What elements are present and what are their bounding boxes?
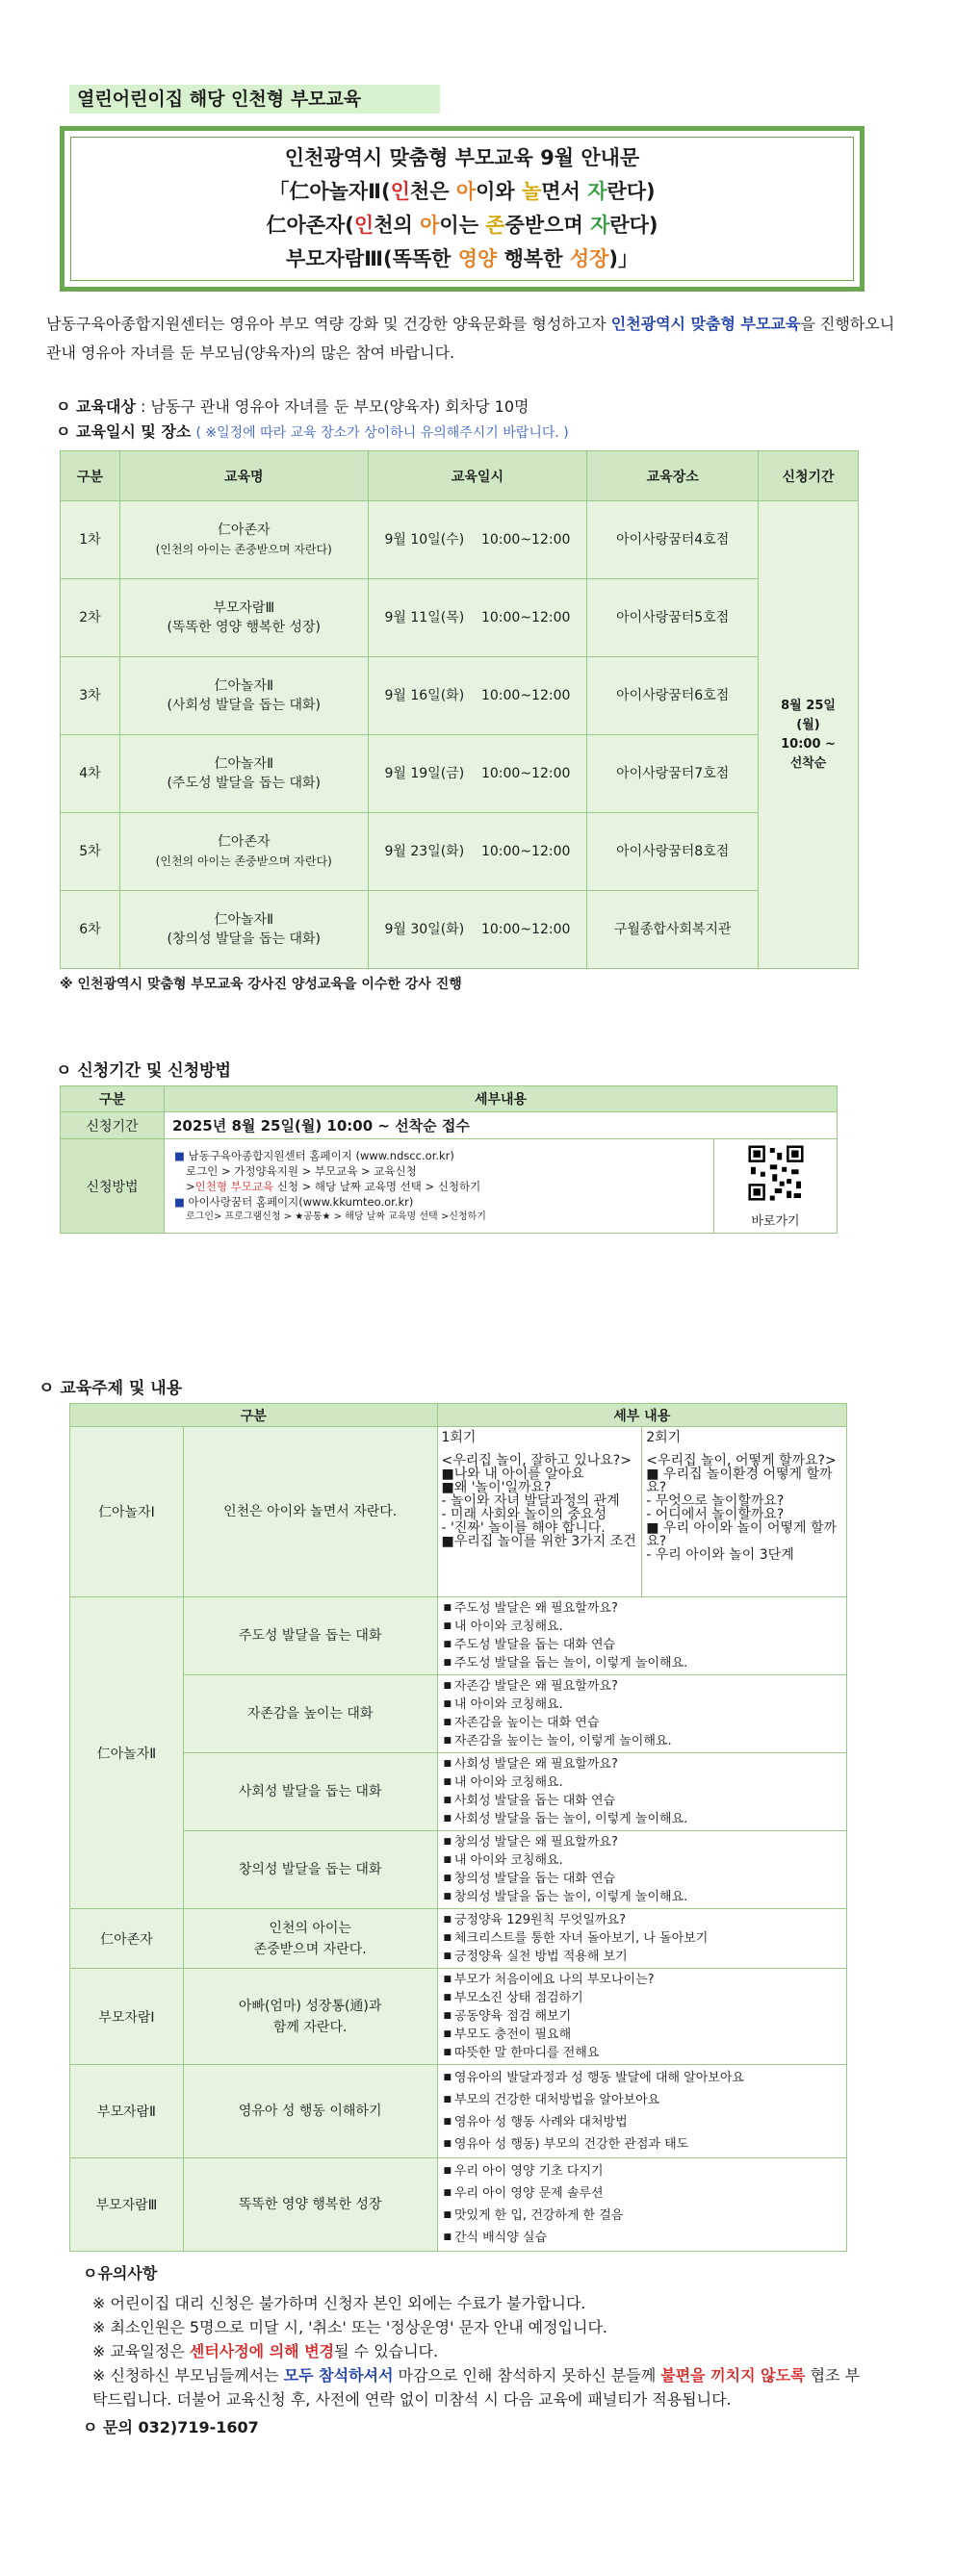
contents-section-title: ㅇ 교육주제 및 내용	[39, 1379, 183, 1398]
title-line-4: 부모자람Ⅲ(똑똑한 영양 행복한 성장)」	[285, 247, 638, 270]
table-row: 4차 仁아놀자Ⅱ (주도성 발달을 돕는 대화) 9월 19일(금) 10:00~12:00 아이사랑꿈터7호점	[61, 735, 859, 813]
method-label: 신청방법	[61, 1139, 165, 1234]
contact-line: ㅇ 문의 032)719-1607	[83, 2418, 259, 2436]
datetime-line: ㅇ 교육일시 및 장소 ( ※일정에 따라 교육 장소가 상이하니 유의해주시기 바랍니다. )	[56, 422, 569, 441]
apply-table	[60, 1085, 838, 1234]
schedule-footnote: ※ 인천광역시 맞춤형 부모교육 강사진 양성교육을 이수한 강사 진행	[60, 977, 462, 992]
qr-cell[interactable]	[714, 1139, 838, 1234]
table-row: 부모자람Ⅰ 아빠(엄마) 성장통(通)과 함께 자란다. ■ 부모가 처음이에요 나의 부모나이는? ■ 부모소진 상태 점검하기 ■ 공동양육 점검 해보기 ■ 부모도 충전이 필요해 ■ 따뜻한 말 한마디를 전해요	[70, 1969, 847, 2065]
table-row: 2차 부모자람Ⅲ (똑똑한 영양 행복한 성장) 9월 11일(목) 10:00~12:00 아이사랑꿈터5호점	[61, 579, 859, 657]
contents-table	[69, 1403, 847, 2252]
notice-line: ※ 교육일정은 센터사정에 의해 변경될 수 있습니다.	[92, 2342, 439, 2360]
notice-line: ※ 어린이집 대리 신청은 불가하며 신청자 본인 외에는 수료가 불가합니다.	[92, 2294, 586, 2312]
col-header: 구분	[70, 1404, 438, 1427]
apply-section-title: ㅇ 신청기간 및 신청방법	[56, 1061, 231, 1081]
header-label: 열린어린이집 해당 인천형 부모교육	[69, 85, 440, 114]
col-header: 세부 내용	[437, 1404, 847, 1427]
table-row: 仁아놀자Ⅱ 주도성 발달을 돕는 대화 ■ 주도성 발달은 왜 필요할까요? ■ 내 아이와 코칭해요. ■ 주도성 발달을 돕는 대화 연습 ■ 주도성 발달을 돕는 놀이, 이렇게 놀이해요.	[70, 1597, 847, 1675]
period-label: 신청기간	[61, 1112, 165, 1139]
col-header: 세부내용	[165, 1086, 838, 1112]
table-row: 3차 仁아놀자Ⅱ (사회성 발달을 돕는 대화) 9월 16일(화) 10:00~12:00 아이사랑꿈터6호점	[61, 657, 859, 735]
col-header: 교육장소	[587, 451, 759, 501]
table-row: 사회성 발달을 돕는 대화 ■ 사회성 발달은 왜 필요할까요? ■ 내 아이와 코칭해요. ■ 사회성 발달을 돕는 대화 연습 ■ 사회성 발달을 돕는 놀이, 이렇게 놀이해요.	[70, 1753, 847, 1831]
target-line: ㅇ 교육대상 : 남동구 관내 영유아 자녀를 둔 부모(양육자) 회차당 10명	[56, 397, 529, 416]
title-line-2: 「仁아놀자Ⅱ(인천은 아이와 놀면서 자란다)	[269, 180, 656, 203]
col-header: 구분	[61, 451, 120, 501]
table-row: 6차 仁아놀자Ⅱ (창의성 발달을 돕는 대화) 9월 30일(화) 10:00~12:00 구월종합사회복지관	[61, 891, 859, 969]
table-row: 부모자람Ⅱ 영유아 성 행동 이해하기 ■ 영유아의 발달과정과 성 행동 발달에 대해 알아보아요 ■ 부모의 건강한 대처방법을 알아보아요 ■ 영유아 성 행동 사례와 대처방법 ■ 영유아 성 행동) 부모의 건강한 관점과 태도	[70, 2065, 847, 2158]
kkumteo-link[interactable]: 아이사랑꿈터 홈페이지(www.kkumteo.or.kr)	[188, 1194, 414, 1209]
notice-section	[83, 2261, 863, 2439]
title-box	[60, 126, 865, 292]
notice-title: ㅇ유의사항	[83, 2264, 158, 2283]
col-header: 신청기간	[759, 451, 859, 501]
col-header: 구분	[61, 1086, 165, 1112]
ndscc-link[interactable]: 남동구육아종합지원센터 홈페이지 (www.ndscc.or.kr)	[188, 1148, 454, 1162]
col-header: 교육일시	[368, 451, 587, 501]
table-row: 부모자람Ⅲ 똑똑한 영양 행복한 성장 ■ 우리 아이 영양 기초 다지기 ■ 우리 아이 영양 문제 솔루션 ■ 맛있게 한 입, 건강하게 한 걸음 ■ 간식 배식양 실습	[70, 2158, 847, 2252]
qr-code-icon[interactable]	[746, 1143, 806, 1203]
col-header: 교육명	[119, 451, 368, 501]
method-details: ■ 남동구육아종합지원센터 홈페이지 (www.ndscc.or.kr) 로그인 > 가정양육지원 > 부모교육 > 교육신청 >인천형 부모교육 신청 > 해당 날짜 교육명 선택 > 신청하기 ■ 아이사랑꿈터 홈페이지(www.kkumteo.or.kr) 로그인> 프로그램신청 > ★공통★ > 해당 날짜 교육명 선택 >신청하기	[165, 1139, 714, 1234]
table-row: 1차 仁아존자 (인천의 아이는 존중받으며 자란다) 9월 10일(수) 10:00~12:00 아이사랑꿈터4호점 8월 25일 (월) 10:00 ~ 선착순	[61, 501, 859, 579]
table-row: 창의성 발달을 돕는 대화 ■ 창의성 발달은 왜 필요할까요? ■ 내 아이와 코칭해요. ■ 창의성 발달을 돕는 대화 연습 ■ 창의성 발달을 돕는 놀이, 이렇게 놀이해요.	[70, 1831, 847, 1909]
period-value: 2025년 8월 25일(월) 10:00 ~ 선착순 접수	[165, 1112, 838, 1139]
notice-line: ※ 신청하신 부모님들께서는 모두 참석하셔서 마감으로 인해 참석하지 못하신 분들께 불편을 끼치지 않도록 협조 부탁드립니다. 더불어 교육신청 후, 사전에 연락 없이 미참석 시 다음 교육에 패널티가 적용됩니다.	[92, 2366, 861, 2409]
title-line-3: 仁아존자(인천의 아이는 존중받으며 자란다)	[266, 214, 658, 237]
qr-caption: 바로가기	[751, 1214, 800, 1229]
table-row: 5차 仁아존자 (인천의 아이는 존중받으며 자란다) 9월 23일(화) 10:00~12:00 아이사랑꿈터8호점	[61, 813, 859, 891]
table-row: 자존감을 높이는 대화 ■ 자존감 발달은 왜 필요할까요? ■ 내 아이와 코칭해요. ■ 자존감을 높이는 대화 연습 ■ 자존감을 높이는 놀이, 이렇게 놀이해요.	[70, 1675, 847, 1753]
apply-period-cell: 8월 25일 (월) 10:00 ~ 선착순	[759, 501, 859, 969]
table-row: 仁아존자 인천의 아이는 존중받으며 자란다. ■ 긍정양육 129원칙 무엇일까요? ■ 체크리스트를 통한 자녀 돌아보기, 나 돌아보기 ■ 긍정양육 실천 방법 적용해 보기	[70, 1909, 847, 1969]
schedule-table	[60, 450, 859, 969]
table-row: 仁아놀자Ⅰ 인천은 아이와 놀면서 자란다. 1회기 <우리집 놀이, 잘하고 있나요?> ■나와 내 아이를 알아요 ■왜 '놀이'일까요? - 놀이와 자녀 발달과정의 관계 - 미래 사회와 놀이의 중요성 - '진짜' 놀이를 해야 합니다. ■우리집 놀이를 위한 3가지 조건 2회기 <우리집 놀이, 어떻게 할까요?> ■ 우리집 놀이환경 어떻게 할까요? - 무엇으로 놀이할까요? - 어디에서 놀이할까요? ■ 우리 아이와 놀이 어떻게 할까요? - 우리 아이와 놀이 3단계	[70, 1427, 847, 1597]
intro-paragraph: 남동구육아종합지원센터는 영유아 부모 역량 강화 및 건강한 양육문화를 형성하고자 인천광역시 맞춤형 부모교육을 진행하오니 관내 영유아 자녀를 둔 부모님(양육자)의 많은 참여 바랍니다.	[46, 315, 895, 362]
title-line-1: 인천광역시 맞춤형 부모교육 9월 안내문	[284, 146, 640, 169]
notice-line: ※ 최소인원은 5명으로 미달 시, '취소' 또는 '정상운영' 문자 안내 예정입니다.	[92, 2318, 607, 2336]
